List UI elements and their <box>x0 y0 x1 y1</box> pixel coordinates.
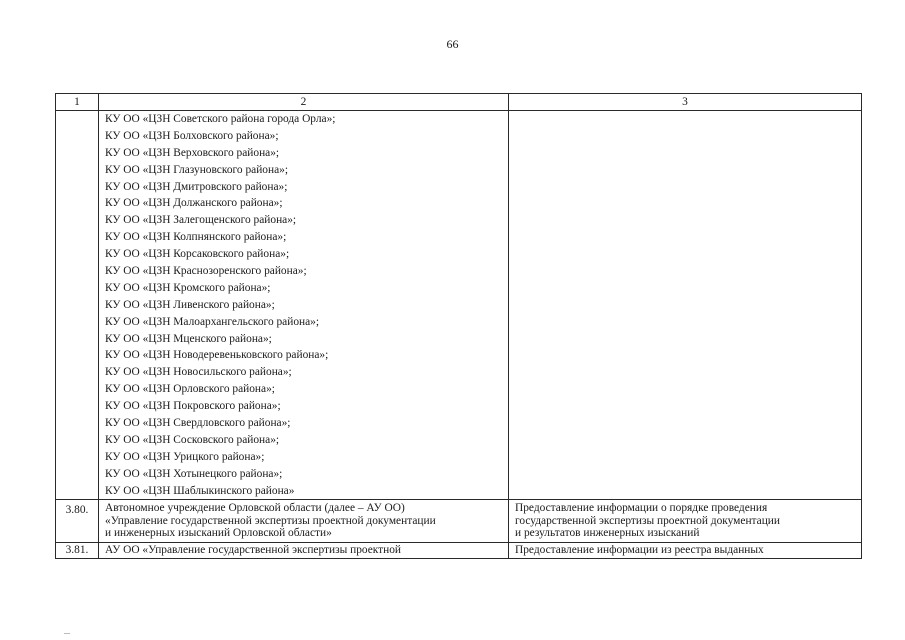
organizations-cell <box>99 111 509 500</box>
service-cell <box>509 111 862 500</box>
organization-line: КУ ОО «ЦЗН Шаблыкинского района» <box>105 484 295 497</box>
table-header-row <box>56 94 862 111</box>
organization-cell <box>99 542 509 558</box>
organization-cell <box>99 500 509 543</box>
services-table <box>55 93 862 559</box>
header-col-3: 3 <box>509 94 862 111</box>
service-cell <box>509 542 862 558</box>
organization-line: КУ ОО «ЦЗН Хотынецкого района»; <box>105 467 283 480</box>
organization-line: КУ ОО «ЦЗН Орловского района»; <box>105 383 275 396</box>
page-number: 66 <box>446 37 459 51</box>
organization-line: КУ ОО «ЦЗН Верховского района»; <box>105 146 280 159</box>
organization-line: КУ ОО «ЦЗН Залегощенского района»; <box>105 214 297 227</box>
organization-line: КУ ОО «ЦЗН Колпнянского района»; <box>105 231 287 244</box>
organization-line: Автономное учреждение Орловской области (далее – АУ ОО) <box>105 502 405 515</box>
organization-line: КУ ОО «ЦЗН Дмитровского района»; <box>105 180 288 193</box>
organization-line: АУ ОО «Управление государственной экспертизы проектной <box>105 543 402 556</box>
organization-line: КУ ОО «ЦЗН Краснозоренского района»; <box>105 265 307 278</box>
row-number-cell <box>56 111 99 500</box>
service-line: и результатов инженерных изысканий <box>515 527 700 540</box>
scan-mark <box>64 633 70 634</box>
header-col-2: 2 <box>99 94 509 111</box>
organization-line: КУ ОО «ЦЗН Должанского района»; <box>105 197 283 210</box>
organization-line: КУ ОО «ЦЗН Малоархангельского района»; <box>105 315 320 328</box>
organization-line: КУ ОО «ЦЗН Корсаковского района»; <box>105 248 290 261</box>
service-line: Предоставление информации о порядке проведения <box>515 502 768 515</box>
header-col-1: 1 <box>56 94 99 111</box>
organization-line: и инженерных изысканий Орловской области» <box>105 527 332 540</box>
service-line: Предоставление информации из реестра выданных <box>515 543 764 556</box>
table-row-3-81 <box>56 542 862 558</box>
organization-line: «Управление государственной экспертизы проектной документации <box>105 514 436 527</box>
organization-line: КУ ОО «ЦЗН Покровского района»; <box>105 400 281 413</box>
organization-line: КУ ОО «ЦЗН Глазуновского района»; <box>105 163 288 176</box>
row-number-cell: 3.80. <box>56 500 99 543</box>
organization-line: КУ ОО «ЦЗН Кромского района»; <box>105 281 271 294</box>
organization-line: КУ ОО «ЦЗН Мценского района»; <box>105 332 272 345</box>
service-cell <box>509 500 862 543</box>
organization-line: КУ ОО «ЦЗН Новодеревеньковского района»; <box>105 349 329 362</box>
organization-line: КУ ОО «ЦЗН Новосильского района»; <box>105 366 292 379</box>
organization-line: КУ ОО «ЦЗН Свердловского района»; <box>105 417 291 430</box>
organization-line: КУ ОО «ЦЗН Сосковского района»; <box>105 433 280 446</box>
service-line: государственной экспертизы проектной документации <box>515 514 780 527</box>
organization-line: КУ ОО «ЦЗН Ливенского района»; <box>105 298 275 311</box>
organization-line: КУ ОО «ЦЗН Урицкого района»; <box>105 450 265 463</box>
organization-line: КУ ОО «ЦЗН Советского района города Орла»; <box>105 113 336 125</box>
table-row-continuation <box>56 111 862 500</box>
table-row-3-80 <box>56 500 862 543</box>
organization-line: КУ ОО «ЦЗН Болховского района»; <box>105 129 279 142</box>
row-number-cell: 3.81. <box>56 542 99 558</box>
